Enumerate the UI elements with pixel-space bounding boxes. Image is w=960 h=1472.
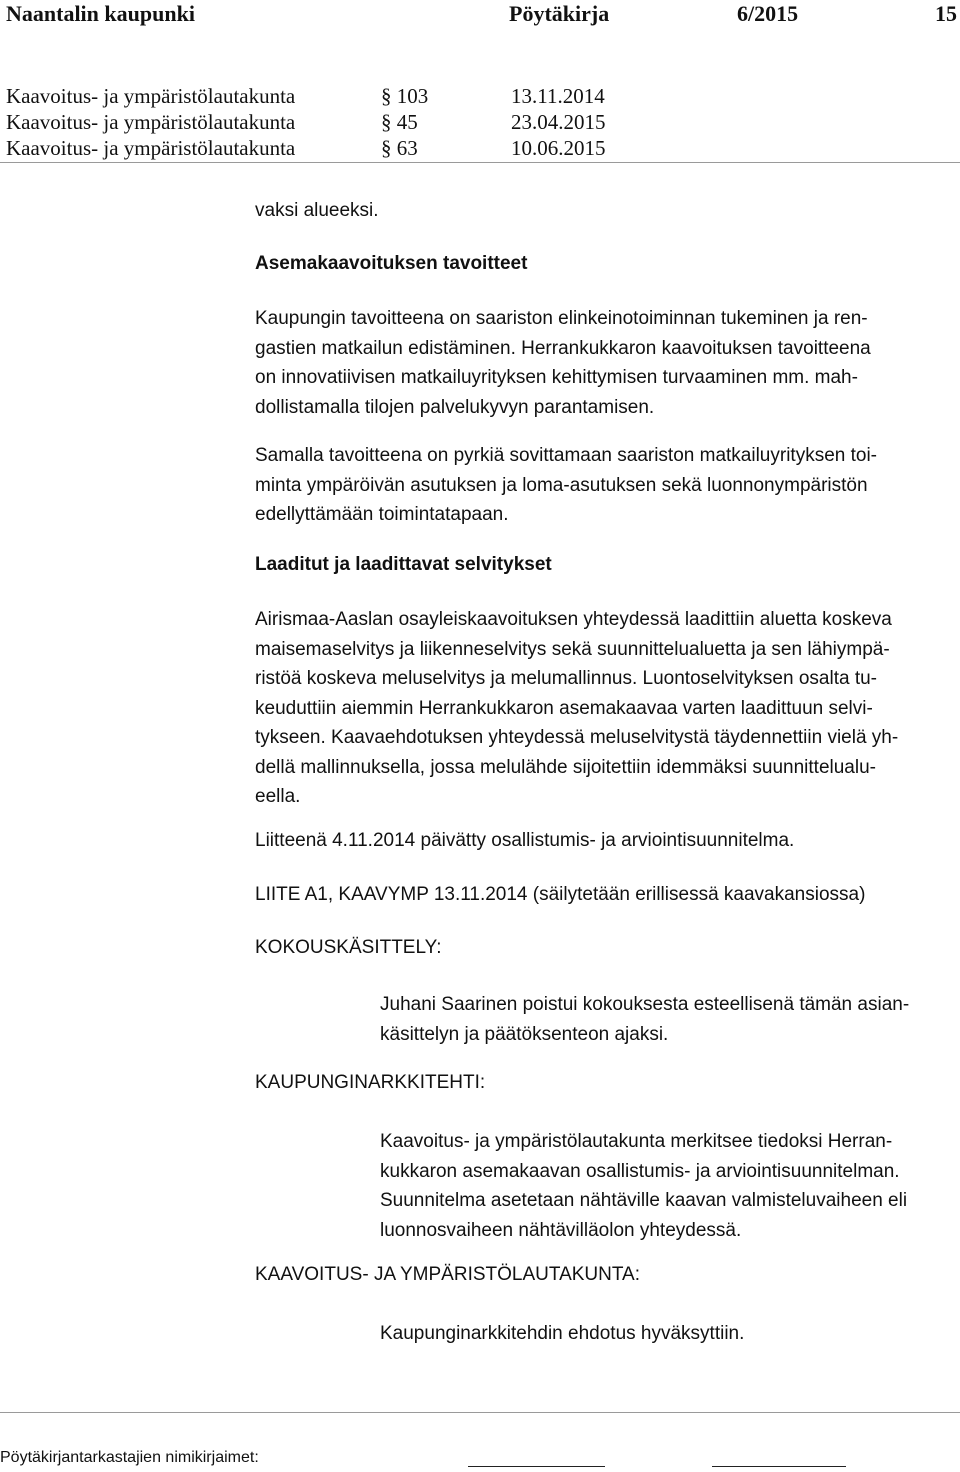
text-line: tykseen. Kaavaehdotuksen yhteydessä meluselvitystä täydennettiin vielä yh- xyxy=(255,727,899,748)
goals-heading: Asemakaavoituksen tavoitteet xyxy=(255,253,528,274)
processing-label: KOKOUSKÄSITTELY: xyxy=(255,937,442,958)
meeting-body-3: Kaavoitus- ja ympäristölautakunta xyxy=(6,136,296,160)
text-line: eella. xyxy=(255,786,301,807)
text-line: Juhani Saarinen poistui kokouksesta esteellisenä tämän asian- xyxy=(380,994,910,1015)
text-line: Kaavoitus- ja ympäristölautakunta merkitsee tiedoksi Herran- xyxy=(380,1131,893,1152)
processing-text xyxy=(380,990,909,1049)
text-line: Airismaa-Aaslan osayleiskaavoituksen yhteydessä laadittiin aluetta koskeva xyxy=(255,609,892,630)
meeting-date-3: 10.06.2015 xyxy=(511,136,606,160)
architect-label: KAUPUNGINARKKITEHTI: xyxy=(255,1072,486,1093)
board-decision: Kaupunginarkkitehdin ehdotus hyväksyttiin. xyxy=(380,1323,745,1344)
text-line: on innovatiivisen matkailuyrityksen kehittymisen turvaaminen mm. mah- xyxy=(255,367,858,388)
signatures-label: Pöytäkirjantarkastajien nimikirjaimet: xyxy=(0,1449,259,1466)
intro-line: vaksi alueeksi. xyxy=(255,200,379,221)
text-line: minta ympäröivän asutuksen ja loma-asutuksen sekä luonnonympäristön xyxy=(255,474,868,496)
text-line: keuduttiin aiemmin Herrankukkaron asemakaavaa varten laadittuun selvi- xyxy=(255,697,873,719)
architect-text xyxy=(380,1127,907,1245)
appendix-line: LIITE A1, KAAVYMP 13.11.2014 (säilytetään erillisessä kaavakansiossa) xyxy=(255,884,866,905)
footer-divider xyxy=(0,1412,960,1413)
text-line: Samalla tavoitteena on pyrkiä sovittamaan saariston matkailuyrityksen toi- xyxy=(255,445,878,466)
attachment-line: Liitteenä 4.11.2014 päivätty osallistumis- ja arviointisuunnitelma. xyxy=(255,830,795,851)
meeting-section-3: § 63 xyxy=(381,136,418,160)
studies-paragraph xyxy=(255,605,898,812)
studies-heading: Laaditut ja laadittavat selvitykset xyxy=(255,554,552,575)
text-line: luonnosvaiheen nähtävilläolon yhteydessä. xyxy=(380,1219,742,1241)
signature-line-2 xyxy=(712,1466,846,1467)
text-line: edellyttämään toimintatapaan. xyxy=(255,504,509,525)
meeting-date-2: 23.04.2015 xyxy=(511,110,606,134)
meeting-date-1: 13.11.2014 xyxy=(511,84,605,108)
text-line: gastien matkailun edistäminen. Herrankukkaron kaavoituksen tavoitteena xyxy=(255,337,871,359)
text-line: Kaupungin tavoitteena on saariston elinkeinotoiminnan tukeminen ja ren- xyxy=(255,308,868,329)
doc-type: Pöytäkirja xyxy=(509,1,610,26)
meeting-body-1: Kaavoitus- ja ympäristölautakunta xyxy=(6,84,296,108)
org-name: Naantalin kaupunki xyxy=(6,1,195,26)
meeting-section-2: § 45 xyxy=(381,110,418,134)
page-number: 15 xyxy=(935,1,957,26)
text-line: käsittelyn ja päätöksenteon ajaksi. xyxy=(380,1023,669,1045)
board-label: KAAVOITUS- JA YMPÄRISTÖLAUTAKUNTA: xyxy=(255,1264,641,1285)
text-line: dellä mallinnuksella, jossa melulähde sijoitettiin idemmäksi suunnittelualu- xyxy=(255,756,876,778)
doc-number: 6/2015 xyxy=(737,1,799,26)
text-line: kukkaron asemakaavan osallistumis- ja arviointisuunnitelman. xyxy=(380,1160,900,1182)
meeting-section-1: § 103 xyxy=(381,84,429,108)
goals-paragraph-1 xyxy=(255,304,871,422)
text-line: dollistamalla tilojen palvelukyvyn parantamisen. xyxy=(255,396,655,418)
goals-paragraph-2 xyxy=(255,441,877,530)
text-line: Suunnitelma asetetaan nähtäville kaavan valmisteluvaiheen eli xyxy=(380,1190,908,1211)
header-divider xyxy=(0,162,960,163)
meeting-body-2: Kaavoitus- ja ympäristölautakunta xyxy=(6,110,296,134)
signature-line-1 xyxy=(468,1466,605,1467)
text-line: ristöä koskeva meluselvitys ja melumallinnus. Luontoselvityksen osalta tu- xyxy=(255,668,877,689)
text-line: maisemaselvitys ja liikenneselvitys sekä suunnittelualuetta ja sen lähiympä- xyxy=(255,638,890,660)
